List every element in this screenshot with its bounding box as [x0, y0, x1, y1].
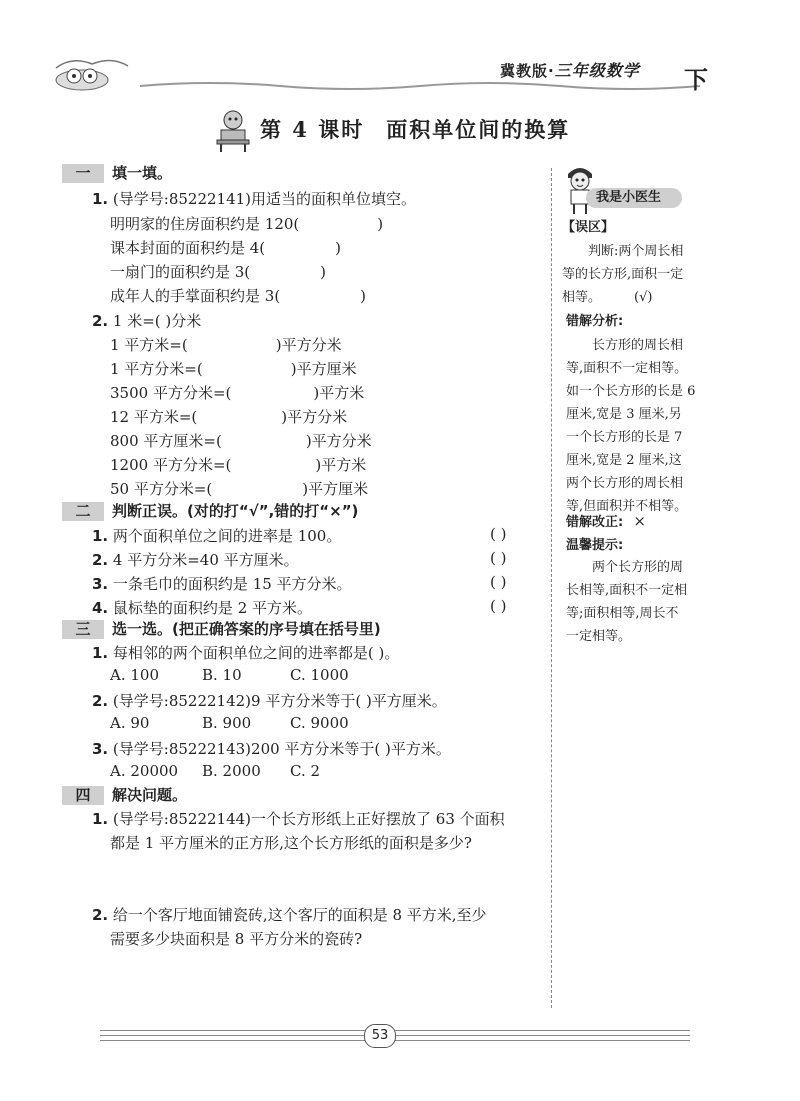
option-c: C. 2 [290, 762, 321, 780]
book-logo-icon [52, 56, 132, 92]
item-text: 1200 平方分米=( [110, 456, 232, 474]
item-text: 一条毛巾的面积约是 15 平方分米。 [112, 575, 352, 593]
s1-q1-item [110, 285, 366, 306]
s1-q1-item [110, 261, 326, 282]
volume-label: 下 [684, 66, 708, 94]
item-text: )平方厘米 [302, 480, 369, 498]
s1-q2-item [110, 334, 342, 355]
tip-text [566, 556, 711, 648]
section-4-heading [62, 784, 187, 805]
s1-q1-item [110, 237, 341, 258]
sidebar-line: 判断:两个周长相 [588, 244, 684, 259]
section-2-title: 判断正误。(对的打“√”,错的打“×”) [112, 502, 359, 520]
item-text: ) [377, 215, 384, 233]
s3-item [92, 642, 399, 663]
sidebar-line: 一个长方形的长是 7 [566, 430, 683, 445]
item-text: 1 平方米=( [110, 336, 188, 354]
sidebar-line: 两个长方形的周长相 [566, 476, 684, 491]
item-text: (导学号:85222143)200 平方分米等于( )平方米。 [112, 740, 451, 758]
item-text: ) [335, 239, 342, 257]
sidebar-line: 两个长方形的周 [592, 560, 684, 575]
section-1-badge: 一 [62, 164, 104, 183]
section-3-badge: 三 [62, 620, 104, 639]
correction-heading: 错解改正: [566, 515, 624, 530]
item-number: 2. [92, 692, 109, 710]
sidebar-line: 长相等,面积不一定相 [566, 583, 688, 598]
section-1-title: 填一填。 [112, 164, 173, 182]
option-b: B. 2000 [202, 762, 261, 780]
sidebar-line: 如一个长方形的长是 6 [566, 384, 696, 399]
item-text: 两个面积单位之间的进率是 100。 [112, 527, 342, 545]
option-c: C. 9000 [290, 714, 349, 732]
s3-item [92, 738, 451, 759]
item-text: ) [320, 263, 327, 281]
s1-q2-item [110, 358, 357, 379]
answer-area[interactable] [110, 954, 530, 1004]
item-text: (导学号:85222142)9 平方分米等于( )平方厘米。 [112, 692, 447, 710]
brand-grade: 三年级数学 [554, 61, 640, 80]
s4-item-line2: 都是 1 平方厘米的正方形,这个长方形纸的面积是多少? [110, 834, 472, 852]
item-text: )平方分米 [275, 336, 342, 354]
s1-q1-text: (导学号:85222141)用适当的面积单位填空。 [112, 190, 417, 208]
wrong-area-text [562, 240, 707, 309]
s1-q2-item [110, 454, 366, 475]
item-number: 3. [92, 575, 109, 593]
sidebar-line: 一定相等。 [566, 629, 632, 644]
item-text: 每相邻的两个面积单位之间的进率都是( )。 [112, 644, 400, 662]
option-a: A. 100 [110, 666, 159, 684]
lesson-topic: 面积单位间的换算 [386, 117, 571, 142]
item-text: 一扇门的面积约是 3( [110, 263, 251, 281]
s2-item [92, 525, 341, 546]
judge-paren[interactable]: ( ) [490, 525, 507, 543]
section-1-heading [62, 162, 172, 183]
judge-paren[interactable]: ( ) [490, 573, 507, 591]
analysis-heading: 错解分析: [566, 314, 624, 329]
sidebar-line: 厘米,宽是 3 厘米,另 [566, 407, 682, 422]
s4-item [92, 904, 487, 925]
s1-q1-number: 1. [92, 190, 109, 208]
item-text: 12 平方米=( [110, 408, 198, 426]
correction [566, 510, 646, 534]
section-4-badge: 四 [62, 786, 104, 805]
correction-value: × [633, 512, 646, 530]
section-3-heading [62, 618, 381, 639]
page-number: 53 [364, 1024, 396, 1048]
sidebar-line: 厘米,宽是 2 厘米,这 [566, 453, 682, 468]
option-b: B. 900 [202, 714, 252, 732]
s1-q2-item [110, 382, 364, 403]
s1-q2 [92, 310, 201, 331]
item-text: 3500 平方分米=( [110, 384, 232, 402]
s1-q2-number: 2. [92, 312, 109, 330]
s1-q1 [92, 188, 416, 209]
s1-q2-item [110, 478, 368, 499]
item-text: (导学号:85222144)一个长方形纸上正好摆放了 63 个面积 [112, 810, 505, 828]
s1-q2-item [110, 430, 372, 451]
item-text: )平方分米 [305, 432, 372, 450]
section-2-heading [62, 500, 358, 521]
s1-q2-item [110, 406, 347, 427]
item-number: 2. [92, 906, 109, 924]
section-4-title: 解决问题。 [112, 786, 188, 804]
lesson-label: 第 4 课时 [260, 117, 365, 142]
student-at-desk-icon [215, 108, 251, 152]
item-text: 50 平方分米=( [110, 480, 213, 498]
item-text: 800 平方厘米=( [110, 432, 222, 450]
column-divider [551, 168, 552, 1008]
sidebar-line: 等的长方形,面积一定 [562, 267, 684, 282]
s2-item [92, 549, 299, 570]
item-text: ) [360, 287, 367, 305]
item-text: 4 平方分米=40 平方厘米。 [112, 551, 299, 569]
item-text: 明明家的住房面积约是 120( [110, 215, 300, 233]
s4-item-line2: 需要多少块面积是 8 平方分米的瓷砖? [110, 930, 363, 948]
option-b: B. 10 [202, 666, 242, 684]
item-text: )平方米 [315, 456, 367, 474]
tip-heading: 温馨提示: [566, 538, 624, 553]
item-text: 鼠标垫的面积约是 2 平方米。 [112, 599, 313, 617]
header-brand [500, 58, 640, 81]
item-number: 1. [92, 644, 109, 662]
item-number: 2. [92, 551, 109, 569]
sidebar-line: 等;面积相等,周长不 [566, 606, 679, 621]
s4-item [92, 808, 505, 829]
header-wave-line [140, 80, 700, 90]
item-text: 1 平方分米=( [110, 360, 203, 378]
judge-paren[interactable]: ( ) [490, 597, 507, 615]
item-text: )平方厘米 [290, 360, 357, 378]
item-text: 给一个客厅地面铺瓷砖,这个客厅的面积是 8 平方米,至少 [112, 906, 487, 924]
s3-item [92, 690, 447, 711]
s3-options [110, 762, 320, 780]
s1-q1-item [110, 213, 383, 234]
s3-options [110, 714, 349, 732]
sidebar-line: 等,但面积并不相等。 [566, 499, 688, 514]
brand-publisher: 冀教版· [500, 62, 555, 80]
item-number: 3. [92, 740, 109, 758]
item-text: )平方米 [313, 384, 365, 402]
option-a: A. 20000 [110, 762, 179, 780]
section-2-badge: 二 [62, 502, 104, 521]
lesson-title [260, 114, 570, 144]
item-text: 课本封面的面积约是 4( [110, 239, 266, 257]
item-number: 4. [92, 599, 109, 617]
sidebar-line: 长方形的周长相 [592, 338, 684, 353]
s1-q2-text: 1 米=( )分米 [112, 312, 202, 330]
s3-options [110, 666, 349, 684]
item-text: )平方分米 [281, 408, 348, 426]
option-c: C. 1000 [290, 666, 349, 684]
item-number: 1. [92, 810, 109, 828]
sidebar-line: 相等。 (√) [562, 290, 653, 305]
doctor-badge: 我是小医生 [586, 188, 682, 208]
item-text: 成年人的手掌面积约是 3( [110, 287, 281, 305]
item-number: 1. [92, 527, 109, 545]
s2-item [92, 597, 312, 618]
section-3-title: 选一选。(把正确答案的序号填在括号里) [112, 620, 381, 638]
option-a: A. 90 [110, 714, 150, 732]
analysis-text [566, 334, 711, 518]
s2-item [92, 573, 352, 594]
sidebar-line: 等,面积不一定相等。 [566, 361, 688, 376]
judge-paren[interactable]: ( ) [490, 549, 507, 567]
answer-area[interactable] [110, 858, 530, 898]
wrong-area-heading: 【误区】 [562, 220, 615, 235]
